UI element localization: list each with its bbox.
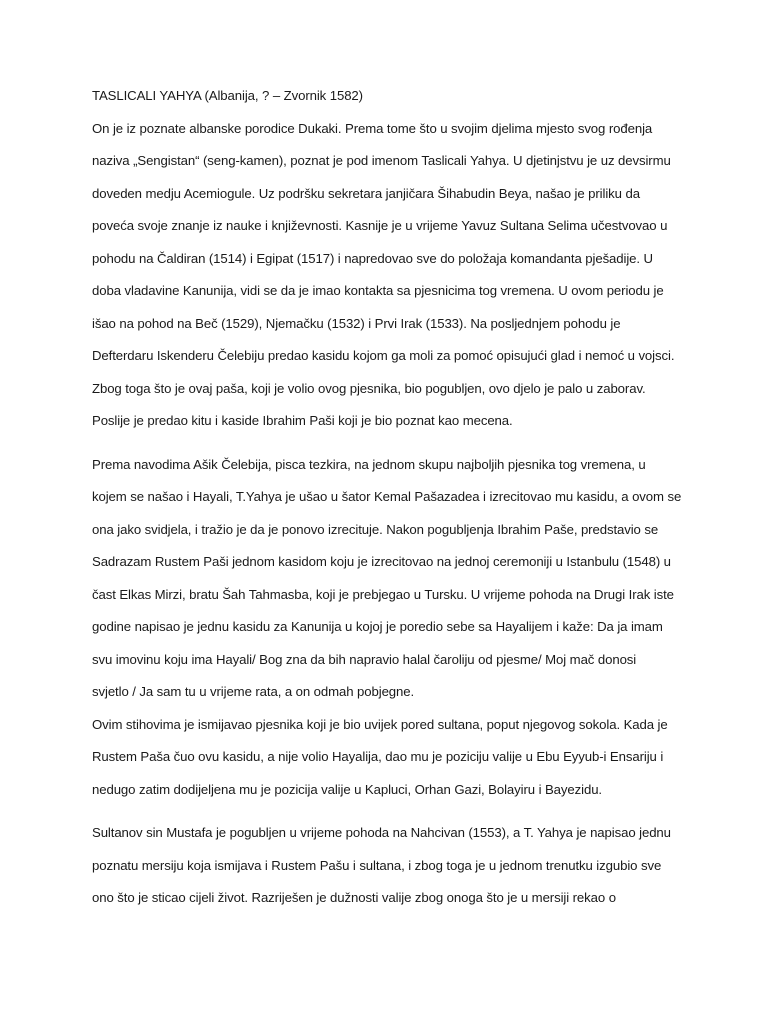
document-title: TASLICALI YAHYA (Albanija, ? – Zvornik 1582) <box>92 88 363 103</box>
paragraph-spacer <box>92 438 688 449</box>
paragraph-2-line-5: čast Elkas Mirzi, bratu Šah Tahmasba, koji je prebjegao u Tursku. U vrijeme pohoda na Drugi Irak iste <box>92 586 674 602</box>
paragraph-1-line-9: Zbog toga što je ovaj paša, koji je volio ovog pjesnika, bio pogubljen, ovo djelo je palo u zaborav. <box>92 380 646 396</box>
paragraph-2-line-3: ona jako svidjela, i tražio je da je ponovo izrecituje. Nakon pogubljenja Ibrahim Paše, predstavio se <box>92 521 659 537</box>
paragraph-1-line-6: doba vladavine Kanunija, vidi se da je imao kontakta sa pjesnicima tog vremena. U ovom periodu je <box>92 283 664 298</box>
paragraph-2-line-2: kojem se našao i Hayali, T.Yahya je ušao u šator Kemal Pašazadea i izrecitovao mu kasidu, a ovom se <box>92 489 682 504</box>
paragraph-3-line-1: Ovim stihovima je ismijavao pjesnika koji je bio uvijek pored sultana, poput njegovog sokola. Kada je <box>92 716 668 732</box>
paragraph-1-line-1: On je iz poznate albanske porodice Dukaki. Prema tome što u svojim djelima mjesto svog rođenja <box>92 120 653 136</box>
paragraph-3-line-3: nedugo zatim dodijeljena mu je pozicija valije u Kapluci, Orhan Gazi, Bolayiru i Bayezidu. <box>92 781 602 797</box>
paragraph-spacer <box>92 806 688 817</box>
paragraph-1-line-8: Defterdaru Iskenderu Čelebiju predao kasidu kojom ga moli za pomoć opisujući glad i nemoć u vojsci. <box>92 348 675 363</box>
paragraph-1-line-5: pohodu na Čaldiran (1514) i Egipat (1517) i napredovao sve do položaja komandanta pješadije. U <box>92 250 653 266</box>
paragraph-2-line-1: Prema navodima Ašik Čelebija, pisca tezkira, na jednom skupu najboljih pjesnika tog vremena, u <box>92 456 646 472</box>
document-body <box>92 80 688 915</box>
paragraph-4-line-1: Sultanov sin Mustafa je pogubljen u vrijeme pohoda na Nahcivan (1553), a T. Yahya je napisao jednu <box>92 825 671 840</box>
paragraph-4-line-2: poznatu mersiju koja ismijava i Rustem Pašu i sultana, i zbog toga je u jednom trenutku izgubio sve <box>92 857 662 873</box>
paragraph-1-line-4: poveća svoje znanje iz nauke i književnosti. Kasnije je u vrijeme Yavuz Sultana Selima učestvovao u <box>92 218 668 233</box>
paragraph-3-line-2: Rustem Paša čuo ovu kasidu, a nije volio Hayalija, dao mu je poziciju valije u Ebu Eyyub-i Ensariju i <box>92 749 664 764</box>
paragraph-2-line-4: Sadrazam Rustem Paši jednom kasidom koju je izrecitovao na jednoj ceremoniji u Istanbulu (1548) u <box>92 554 671 569</box>
paragraph-2-line-6: godine napisao je jednu kasidu za Kanunija u kojoj je poredio sebe sa Hayalijem i kaže: Da ja imam <box>92 619 663 634</box>
paragraph-1-line-10: Poslije je predao kitu i kaside Ibrahim Paši koji je bio poznat kao mecena. <box>92 413 513 428</box>
paragraph-1-line-2: naziva „Sengistan“ (seng-kamen), poznat je pod imenom Taslicali Yahya. U djetinjstvu je uz devsirmu <box>92 153 671 168</box>
paragraph-1-line-3: doveden medju Acemiogule. Uz podršku sekretara janjičara Šihabudin Beya, našao je priliku da <box>92 185 640 201</box>
paragraph-4-line-3: ono što je sticao cijeli život. Razriješen je dužnosti valije zbog onoga što je u mersiji rekao o <box>92 890 616 905</box>
paragraph-2-line-8: svjetlo / Ja sam tu u vrijeme rata, a on odmah pobjegne. <box>92 684 415 699</box>
paragraph-1-line-7: išao na pohod na Beč (1529), Njemačku (1532) i Prvi Irak (1533). Na posljednjem pohodu je <box>92 315 621 331</box>
paragraph-2-line-7: svu imovinu koju ima Hayali/ Bog zna da bih napravio halal čaroliju od pjesme/ Moj mač donosi <box>92 651 637 667</box>
